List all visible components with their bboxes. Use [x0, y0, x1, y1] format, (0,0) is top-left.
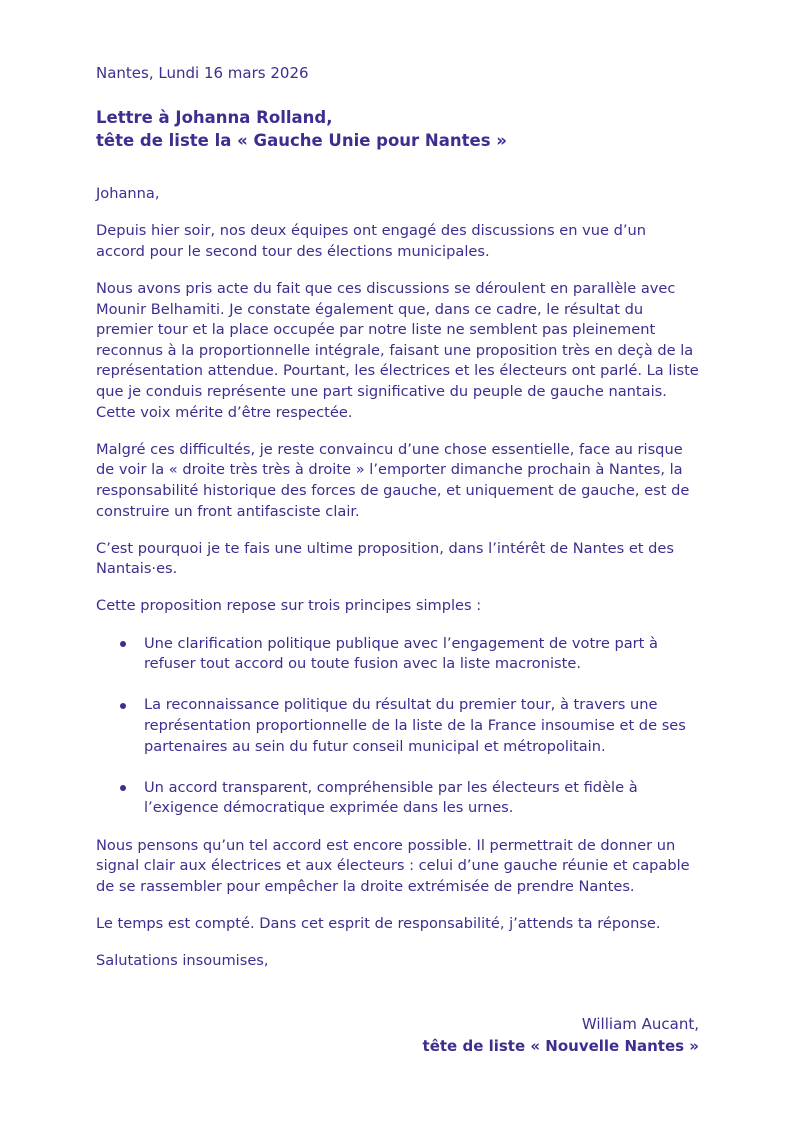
letter-body [96, 184, 699, 988]
title-line-list: tête de liste la « Gauche Unie pour Nantes » [96, 131, 507, 150]
paragraph: Depuis hier soir, nos deux équipes ont engagé des discussions en vue d’un accord pour le second tour des élections municipales. [96, 222, 647, 260]
principles-list [96, 634, 699, 819]
salutation: Salutations insoumises, [96, 952, 269, 970]
letter-date: Nantes, Lundi 16 mars 2026 [96, 64, 309, 82]
signature-name: William Aucant, [581, 1015, 699, 1033]
principle-item [96, 695, 699, 757]
paragraph: Le temps est compté. Dans cet esprit de responsabilité, j’attends ta réponse. [96, 914, 661, 932]
bullet-icon [120, 641, 126, 647]
letter-title [96, 106, 507, 152]
greeting: Johanna, [96, 185, 160, 202]
paragraph: Malgré ces difficultés, je reste convaincu d’une chose essentielle, face au risque de voir la « droite très très à droite » l’emporter dimanche prochain à Nantes, la responsabilité historique des forces de gauche, et uniquement de gauche, est de construire un front antifasciste clair. [96, 440, 690, 520]
principle-item [96, 634, 699, 675]
paragraph: C’est pourquoi je te fais une ultime proposition, dans l’intérêt de Nantes et des Nantais·es. [96, 539, 674, 578]
signature-role: tête de liste « Nouvelle Nantes » [422, 1037, 699, 1055]
principle-item [96, 778, 699, 819]
signature-block [423, 1013, 699, 1057]
bullet-icon [120, 703, 126, 709]
bullet-icon [120, 785, 126, 791]
principle-text: Un accord transparent, compréhensible par les électeurs et fidèle à l’exigence démocratique exprimée dans les urnes. [144, 778, 638, 817]
title-line-recipient: Lettre à Johanna Rolland, [96, 108, 333, 127]
principle-text: La reconnaissance politique du résultat du premier tour, à travers une représentation proportionnelle de la liste de la France insoumise et de ses partenaires au sein du futur conseil municipal et métropolitain. [144, 696, 686, 755]
paragraph: Cette proposition repose sur trois principes simples : [96, 597, 482, 615]
paragraph: Nous pensons qu’un tel accord est encore possible. Il permettrait de donner un signal clair aux électrices et aux électeurs : celui d’une gauche réunie et capable de se rassembler pour empêcher la droite extrémisée de prendre Nantes. [96, 836, 690, 895]
paragraph: Nous avons pris acte du fait que ces discussions se déroulent en parallèle avec Mounir Belhamiti. Je constate également que, dans ce cadre, le résultat du premier tour et la place occupée par notre liste ne semblent pas pleinement reconnus à la proportionnelle intégrale, faisant une proposition très en deçà de la représentation attendue. Pourtant, les électrices et les électeurs ont parlé. La liste que je conduis représente une part significative du peuple de gauche nantais. Cette voix mérite d’être respectée. [96, 279, 699, 421]
principle-text: Une clarification politique publique avec l’engagement de votre part à refuser tout accord ou toute fusion avec la liste macroniste. [144, 634, 658, 673]
